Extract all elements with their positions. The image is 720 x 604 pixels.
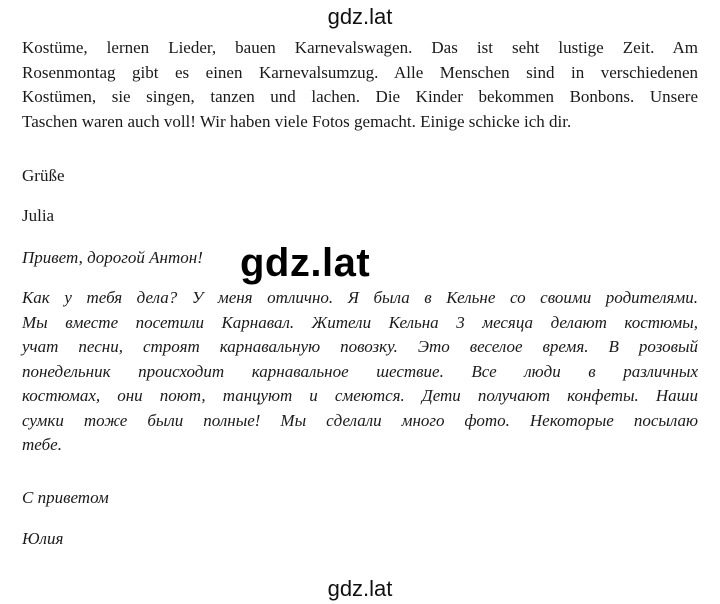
russian-line: Как у тебя дела? У меня отлично. Я была в Кельне со своими родителями. [22, 288, 698, 307]
german-line: Kostüme, lernen Lieder, bauen Karnevalswagen. Das ist seht lustige Zeit. Am [22, 38, 698, 57]
russian-line: Мы вместе посетили Карнавал. Жители Кельна 3 месяца делают костюмы, [22, 312, 698, 332]
russian-closing: С приветом [22, 488, 109, 507]
watermark-top: gdz.lat [327, 4, 393, 29]
german-line: Rosenmontag gibt es einen Karnevalsumzug. Alle Menschen sind in verschiedenen [22, 62, 698, 82]
russian-line: понедельник происходит карнавальное шествие. Все люди в различных [22, 361, 698, 381]
german-closing: Grüße [22, 166, 65, 185]
russian-letter-body [22, 286, 698, 458]
german-line: Kostümen, sie singen, tanzen und lachen. Die Kinder bekommen Bonbons. Unsere [22, 87, 698, 106]
watermark-middle: gdz.lat [240, 241, 371, 285]
russian-line: тебе. [22, 435, 62, 454]
russian-line: костюмах, они поют, танцуют и смеются. Дети получают конфеты. Наши [22, 386, 698, 405]
russian-salutation: Привет, дорогой Антон! [22, 248, 203, 267]
russian-line: учат песни, строят карнавальную повозку. Это веселое время. В розовый [22, 337, 698, 356]
german-line: Taschen waren auch voll! Wir haben viele Fotos gemacht. Einige schicke ich dir. [22, 111, 572, 131]
watermark-bottom: gdz.lat [327, 576, 393, 601]
german-signature: Julia [22, 206, 55, 225]
russian-signature: Юлия [22, 529, 64, 548]
russian-line: сумки тоже были полные! Мы сделали много фото. Некоторые посылаю [22, 410, 698, 430]
german-letter-body [22, 36, 698, 134]
